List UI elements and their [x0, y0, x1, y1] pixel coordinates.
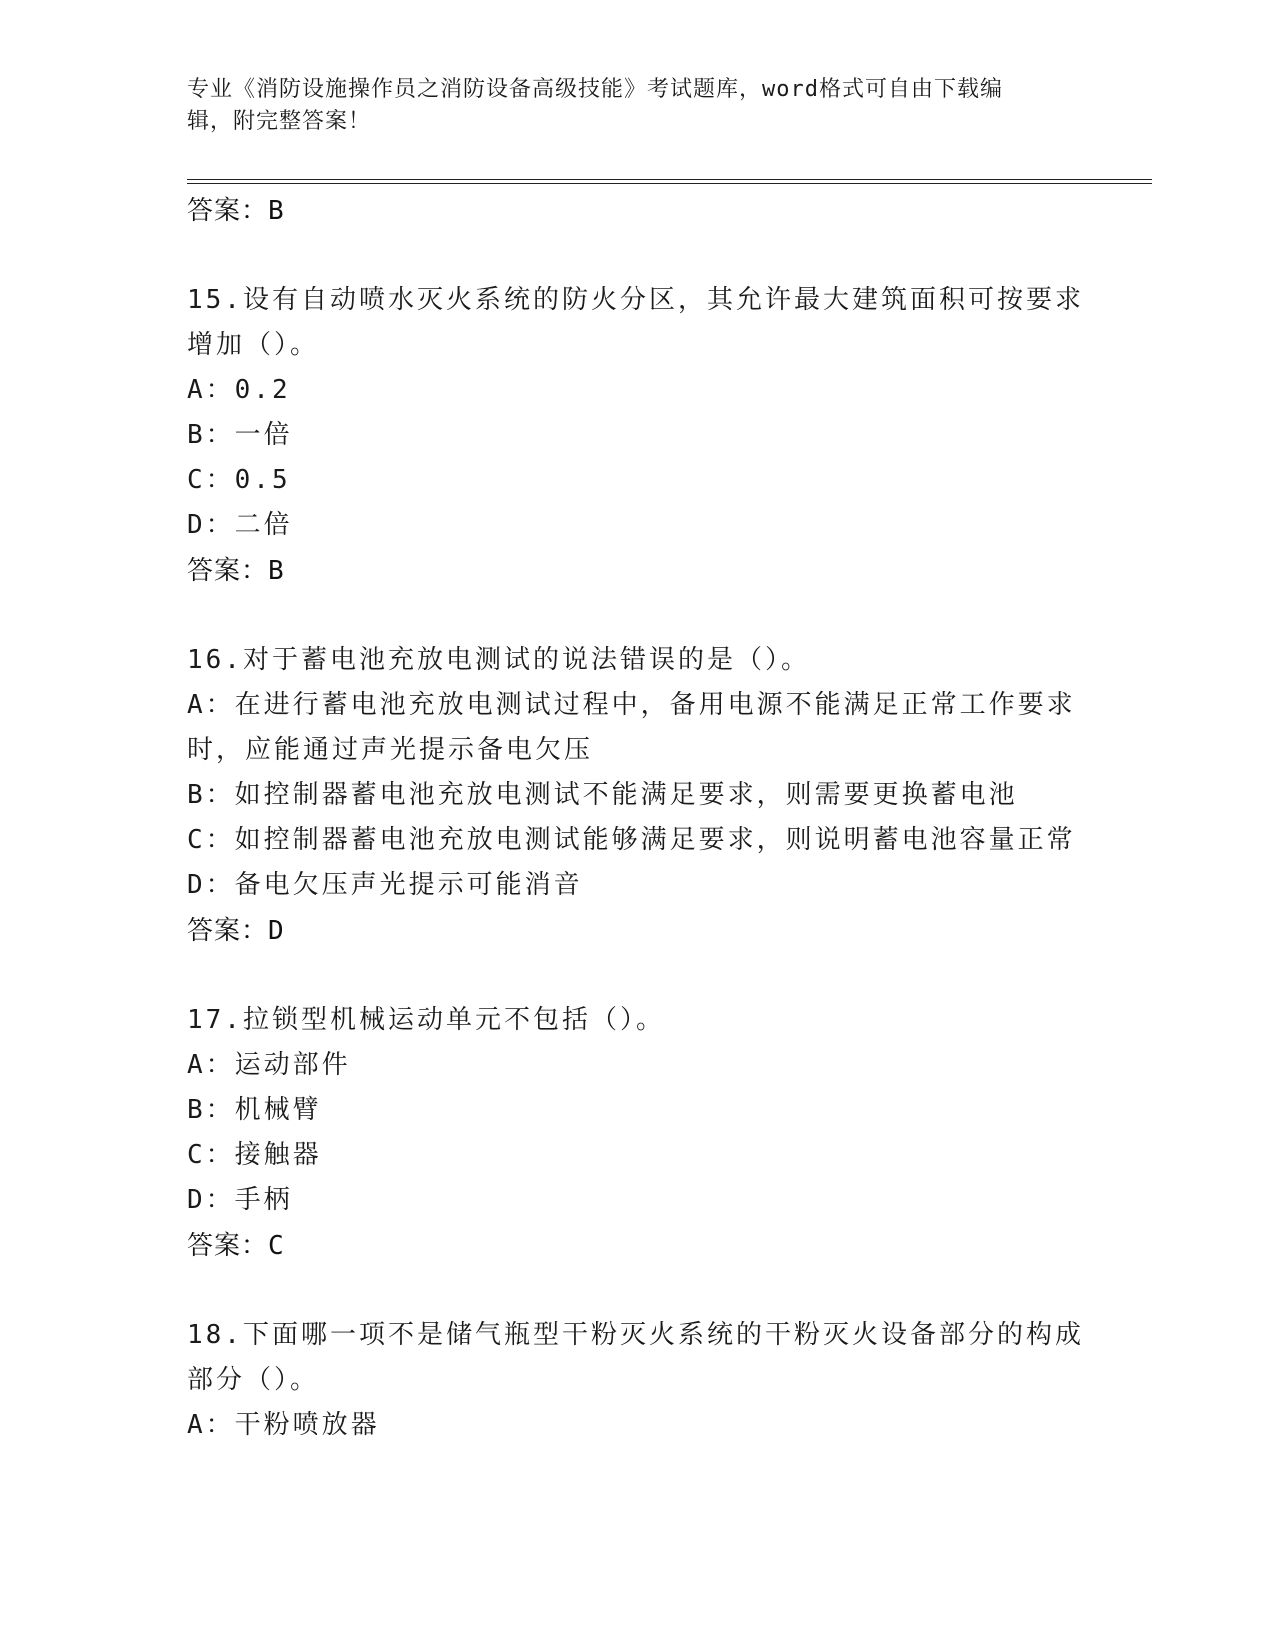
previous-question-answer: 答案：B: [187, 196, 285, 226]
option-b: B：机械臂: [187, 1095, 322, 1125]
option-b: B：一倍: [187, 420, 293, 450]
question-list: [187, 188, 1087, 1448]
option-a: A：干粉喷放器: [187, 1410, 380, 1440]
question-18: [187, 1313, 1087, 1448]
question-text-line: 18.下面哪一项不是储气瓶型干粉灭火系统的干粉灭火设备部分的构成: [187, 1320, 1084, 1350]
option-a: A：0.2: [187, 375, 291, 405]
option-d: D：手柄: [187, 1185, 293, 1215]
option-d: D：备电欠压声光提示可能消音: [187, 870, 583, 900]
header-line-1: 专业《消防设施操作员之消防设备高级技能》考试题库，word格式可自由下载编: [187, 77, 1003, 102]
option-d: D：二倍: [187, 510, 293, 540]
question-text-line: 增加（）。: [187, 330, 320, 360]
option-c: C：如控制器蓄电池充放电测试能够满足要求，则说明蓄电池容量正常: [187, 825, 1076, 855]
question-text-line: 15.设有自动喷水灭火系统的防火分区，其允许最大建筑面积可按要求: [187, 285, 1084, 315]
option-a-continued: 时，应能通过声光提示备电欠压: [187, 735, 594, 765]
question-answer: 答案：C: [187, 1231, 285, 1261]
header-divider-bottom: [187, 183, 1152, 184]
question-17: [187, 998, 1087, 1269]
option-a: A：运动部件: [187, 1050, 351, 1080]
question-text-line: 16.对于蓄电池充放电测试的说法错误的是（）。: [187, 645, 810, 675]
option-c: C：0.5: [187, 465, 291, 495]
option-b: B：如控制器蓄电池充放电测试不能满足要求，则需要更换蓄电池: [187, 780, 1018, 810]
option-a: A：在进行蓄电池充放电测试过程中，备用电源不能满足正常工作要求: [187, 690, 1076, 720]
option-c: C：接触器: [187, 1140, 322, 1170]
question-16: [187, 638, 1087, 954]
question-15: [187, 278, 1087, 594]
document-header: [187, 74, 1067, 138]
question-answer: 答案：D: [187, 916, 285, 946]
question-text-line: 部分（）。: [187, 1365, 320, 1395]
question-text-line: 17.拉锁型机械运动单元不包括（）。: [187, 1005, 665, 1035]
question-answer: 答案：B: [187, 556, 285, 586]
header-divider-top: [187, 179, 1152, 180]
header-line-2: 辑，附完整答案！: [187, 109, 372, 134]
